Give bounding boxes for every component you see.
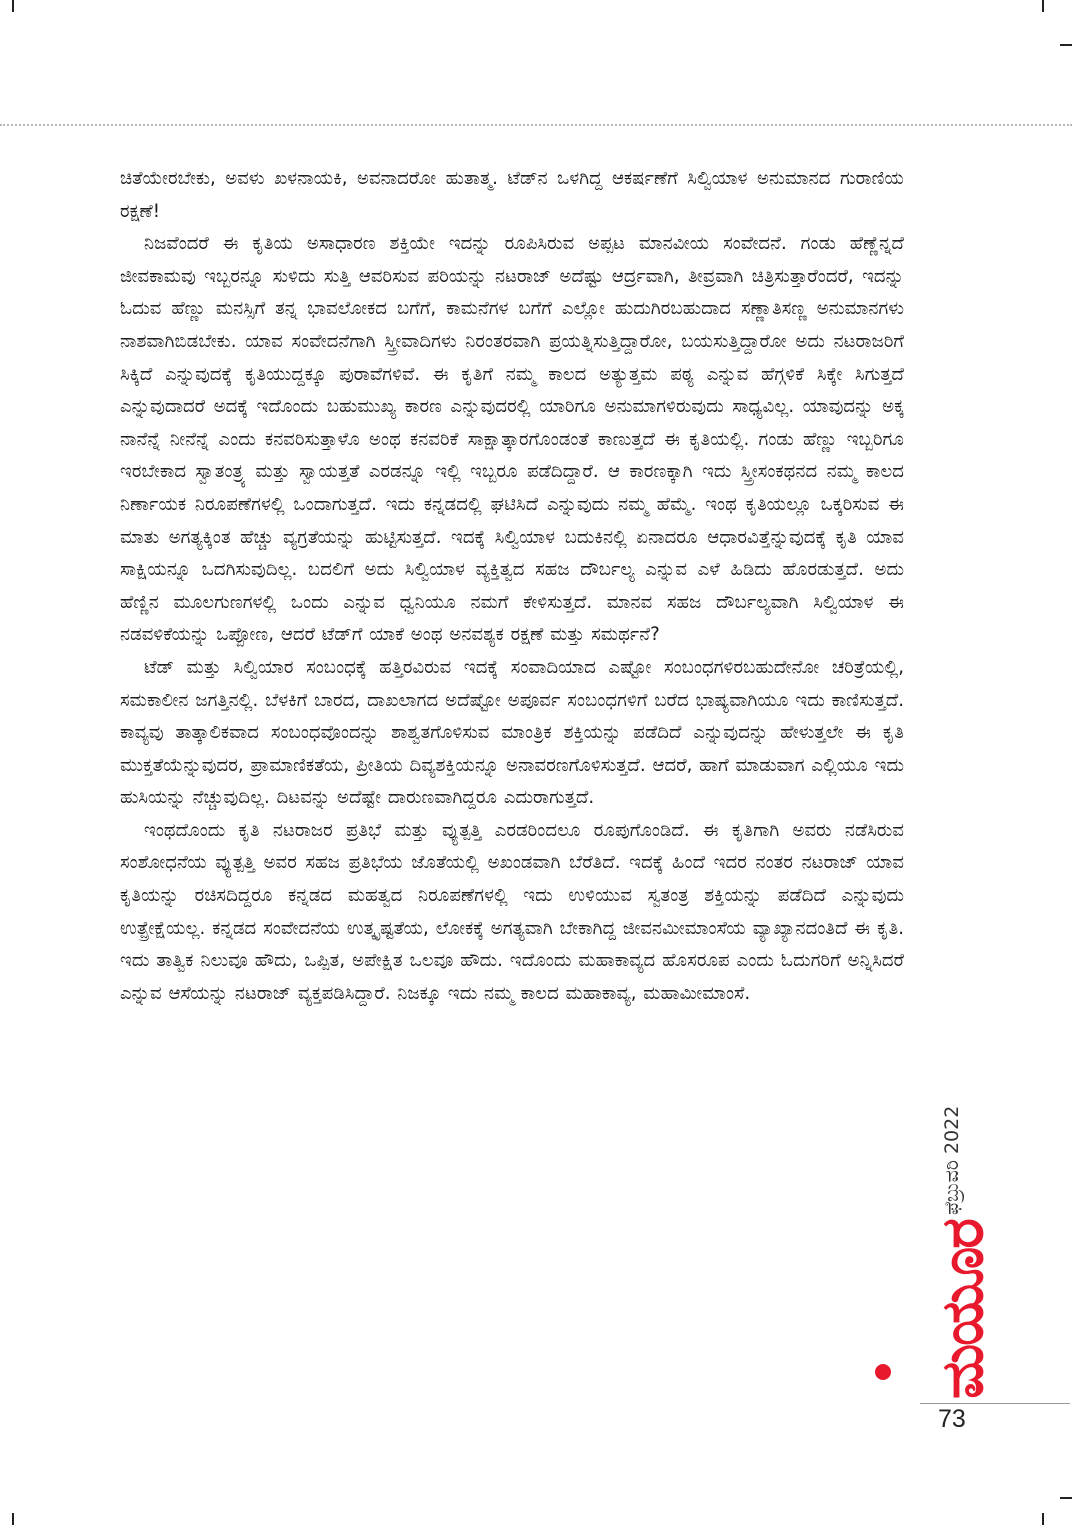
article-paragraph: ಟೆಡ್ ಮತ್ತು ಸಿಲ್ವಿಯಾರ ಸಂಬಂಧಕ್ಕೆ ಹತ್ತಿರವಿರುವ ಇದಕ್ಕೆ ಸಂವಾದಿಯಾದ ಎಷ್ಟೋ ಸಂಬಂಧಗಳಿರಬಹುದೇನೋ ಚರಿತ್ರೆಯಲ್ಲಿ, ಸಮಕಾಲೀನ ಜಗತ್ತಿನಲ್ಲಿ. ಬೆಳಕಿಗೆ ಬಾರದ, ದಾಖಲಾಗದ ಅದೆಷ್ಟೋ ಅಪೂರ್ವ ಸಂಬಂಧಗಳಿಗೆ ಬರೆದ ಭಾಷ್ಯವಾಗಿಯೂ ಇದು ಕಾಣಿಸುತ್ತದೆ. ಕಾವ್ಯವು ತಾತ್ಕಾಲಿಕವಾದ ಸಂಬಂಧವೊಂದನ್ನು ಶಾಶ್ವತಗೊಳಿಸುವ ಮಾಂತ್ರಿಕ ಶಕ್ತಿಯನ್ನು ಪಡೆದಿದೆ ಎನ್ನುವುದನ್ನು ಹೇಳುತ್ತಲೇ ಈ ಕೃತಿ ಮುಕ್ತತೆಯೆನ್ನುವುದರ, ಪ್ರಾಮಾಣಿಕತೆಯ, ಪ್ರೀತಿಯ ದಿವ್ಯಶಕ್ತಿಯನ್ನೂ ಅನಾವರಣಗೊಳಿಸುತ್ತದೆ. ಆದರೆ, ಹಾಗೆ ಮಾಡುವಾಗ ಎಲ್ಲಿಯೂ ಇದು ಹುಸಿಯನ್ನು ನೆಚ್ಚುವುದಿಲ್ಲ. ದಿಟವನ್ನು ಅದೆಷ್ಟೇ ದಾರುಣವಾಗಿದ್ದರೂ ಎದುರಾಗುತ್ತದೆ. bbox=[120, 656, 904, 809]
page-number: 73 bbox=[938, 1405, 966, 1433]
article-paragraph: ನಿಜವೆಂದರೆ ಈ ಕೃತಿಯ ಅಸಾಧಾರಣ ಶಕ್ತಿಯೇ ಇದನ್ನು ರೂಪಿಸಿರುವ ಅಪ್ಪಟ ಮಾನವೀಯ ಸಂವೇದನೆ. ಗಂಡು ಹೆಣ್ಣೆನ್ನದೆ ಜೀವಕಾಮವು ಇಬ್ಬರನ್ನೂ ಸುಳಿದು ಸುತ್ತಿ ಆವರಿಸುವ ಪರಿಯನ್ನು ನಟರಾಜ್ ಅದೆಷ್ಟು ಆರ್ದ್ರವಾಗಿ, ತೀವ್ರವಾಗಿ ಚಿತ್ರಿಸುತ್ತಾರೆಂದರೆ, ಇದನ್ನು ಓದುವ ಹೆಣ್ಣು ಮನಸ್ಸಿಗೆ ತನ್ನ ಭಾವಲೋಕದ ಬಗೆಗೆ, ಕಾಮನೆಗಳ ಬಗೆಗೆ ಎಲ್ಲೋ ಹುದುಗಿರಬಹುದಾದ ಸಣ್ಣಾತಿಸಣ್ಣ ಅನುಮಾನಗಳು ನಾಶವಾಗಿಬಿಡಬೇಕು. ಯಾವ ಸಂವೇದನೆಗಾಗಿ ಸ್ತ್ರೀವಾದಿಗಳು ನಿರಂತರವಾಗಿ ಪ್ರಯತ್ನಿಸುತ್ತಿದ್ದಾರೋ, ಬಯಸುತ್ತಿದ್ದಾರೋ ಅದು ನಟರಾಜರಿಗೆ ಸಿಕ್ಕಿದೆ ಎನ್ನುವುದಕ್ಕೆ ಕೃತಿಯುದ್ದಕ್ಕೂ ಪುರಾವೆಗಳಿವೆ. ಈ ಕೃತಿಗೆ ನಮ್ಮ ಕಾಲದ ಅತ್ಯುತ್ತಮ ಪಠ್ಯ ಎನ್ನುವ ಹೆಗ್ಗಳಿಕೆ ಸಿಕ್ಕೇ ಸಿಗುತ್ತದೆ ಎನ್ನುವುದಾದರೆ ಅದಕ್ಕೆ ಇದೊಂದು ಬಹುಮುಖ್ಯ ಕಾರಣ ಎನ್ನುವುದರಲ್ಲಿ ಯಾರಿಗೂ ಅನುಮಾಗಳಿರುವುದು ಸಾಧ್ಯವಿಲ್ಲ. ಯಾವುದನ್ನು ಅಕ್ಕ ನಾನೆನ್ನೆ ನೀನೆನ್ನೆ ಎಂದು ಕನವರಿಸುತ್ತಾಳೊ ಅಂಥ ಕನವರಿಕೆ ಸಾಕ್ಷಾತ್ಕಾರಗೊಂಡಂತೆ ಕಾಣುತ್ತದೆ ಈ ಕೃತಿಯಲ್ಲಿ. ಗಂಡು ಹೆಣ್ಣು ಇಬ್ಬರಿಗೂ ಇರಬೇಕಾದ ಸ್ವಾತಂತ್ರ್ಯ ಮತ್ತು ಸ್ವಾಯತ್ತತೆ ಎರಡನ್ನೂ ಇಲ್ಲಿ ಇಬ್ಬರೂ ಪಡೆದಿದ್ದಾರೆ. ಆ ಕಾರಣಕ್ಕಾಗಿ ಇದು ಸ್ತ್ರೀಸಂಕಥನದ ನಮ್ಮ ಕಾಲದ ನಿರ್ಣಾಯಕ ನಿರೂಪಣೆಗಳಲ್ಲಿ ಒಂದಾಗುತ್ತದೆ. ಇದು ಕನ್ನಡದಲ್ಲಿ ಘಟಿಸಿದೆ ಎನ್ನುವುದು ನಮ್ಮ ಹೆಮ್ಮೆ. ಇಂಥ ಕೃತಿಯಲ್ಲೂ ಒಕ್ಕರಿಸುವ ಈ ಮಾತು ಅಗತ್ಯಕ್ಕಿಂತ ಹೆಚ್ಚು ವ್ಯಗ್ರತೆಯನ್ನು ಹುಟ್ಟಿಸುತ್ತದೆ. ಇದಕ್ಕೆ ಸಿಲ್ವಿಯಾಳ ಬದುಕಿನಲ್ಲಿ ಏನಾದರೂ ಆಧಾರವಿತ್ತೆನ್ನುವುದಕ್ಕೆ ಕೃತಿ ಯಾವ ಸಾಕ್ಷಿಯನ್ನೂ ಒದಗಿಸುವುದಿಲ್ಲ. ಬದಲಿಗೆ ಅದು ಸಿಲ್ವಿಯಾಳ ವ್ಯಕ್ತಿತ್ವದ ಸಹಜ ದೌರ್ಬಲ್ಯ ಎನ್ನುವ ಎಳೆ ಹಿಡಿದು ಹೊರಡುತ್ತದೆ. ಅದು ಹೆಣ್ಣಿನ ಮೂಲಗುಣಗಳಲ್ಲಿ ಒಂದು ಎನ್ನುವ ಧ್ವನಿಯೂ ನಮಗೆ ಕೇಳಿಸುತ್ತದೆ. ಮಾನವ ಸಹಜ ದೌರ್ಬಲ್ಯವಾಗಿ ಸಿಲ್ವಿಯಾಳ ಈ ನಡವಳಿಕೆಯನ್ನು ಒಪ್ಪೋಣ, ಆದರೆ ಟೆಡ್‌ಗೆ ಯಾಕೆ ಅಂಥ ಅನವಶ್ಯಕ ರಕ್ಷಣೆ ಮತ್ತು ಸಮರ್ಥನೆ? bbox=[120, 233, 904, 646]
article-end-dot-icon bbox=[875, 1364, 891, 1380]
article-paragraph: ಇಂಥದೊಂದು ಕೃತಿ ನಟರಾಜರ ಪ್ರತಿಭೆ ಮತ್ತು ವ್ಯುತ್ಪತ್ತಿ ಎರಡರಿಂದಲೂ ರೂಪುಗೊಂಡಿದೆ. ಈ ಕೃತಿಗಾಗಿ ಅವರು ನಡೆಸಿರುವ ಸಂಶೋಧನೆಯ ವ್ಯುತ್ಪತ್ತಿ ಅವರ ಸಹಜ ಪ್ರತಿಭೆಯ ಜೊತೆಯಲ್ಲಿ ಅಖಂಡವಾಗಿ ಬೆರೆತಿದೆ. ಇದಕ್ಕೆ ಹಿಂದೆ ಇದರ ನಂತರ ನಟರಾಜ್ ಯಾವ ಕೃತಿಯನ್ನು ರಚಿಸದಿದ್ದರೂ ಕನ್ನಡದ ಮಹತ್ವದ ನಿರೂಪಣೆಗಳಲ್ಲಿ ಇದು ಉಳಿಯುವ ಸ್ವತಂತ್ರ ಶಕ್ತಿಯನ್ನು ಪಡೆದಿದೆ ಎನ್ನುವುದು ಉತ್ಪ್ರೇಕ್ಷೆಯಲ್ಲ. ಕನ್ನಡದ ಸಂವೇದನೆಯ ಉತ್ಕೃಷ್ಟತೆಯ, ಲೋಕಕ್ಕೆ ಅಗತ್ಯವಾಗಿ ಬೇಕಾಗಿದ್ದ ಜೀವನಮೀಮಾಂಸೆಯ ವ್ಯಾಖ್ಯಾನದಂತಿದೆ ಈ ಕೃತಿ. ಇದು ತಾತ್ವಿಕ ನಿಲುವೂ ಹೌದು, ಒಪ್ಪಿತ, ಅಪೇಕ್ಷಿತ ಒಲವೂ ಹೌದು. ಇದೊಂದು ಮಹಾಕಾವ್ಯದ ಹೊಸರೂಪ ಎಂದು ಓದುಗರಿಗೆ ಅನ್ನಿಸಿದರೆ ಎನ್ನುವ ಆಸೆಯನ್ನು ನಟರಾಜ್ ವ್ಯಕ್ತಪಡಿಸಿದ್ದಾರೆ. ನಿಜಕ್ಕೂ ಇದು ನಮ್ಮ ಕಾಲದ ಮಹಾಕಾವ್ಯ, ಮಹಾಮೀಮಾಂಸೆ. bbox=[120, 819, 904, 1004]
crop-mark-top-right bbox=[1042, 0, 1044, 12]
footer-rule bbox=[920, 1403, 1070, 1404]
article-paragraph: ಚಿತೆಯೇರಬೇಕು, ಅವಳು ಖಳನಾಯಕಿ, ಅವನಾದರೋ ಹುತಾತ್ಮ. ಟೆಡ್‌ನ ಒಳಗಿದ್ದ ಆಕರ್ಷಣೆಗೆ ಸಿಲ್ವಿಯಾಳ ಅನುಮಾನದ ಗುರಾಣಿಯ ರಕ್ಷಣೆ! bbox=[120, 168, 904, 222]
header-dotted-rule bbox=[0, 124, 1072, 126]
crop-mark-right-bottom bbox=[1060, 1497, 1072, 1499]
crop-mark-right-top bbox=[1060, 44, 1072, 46]
magazine-logo: ಮಯೂರ bbox=[928, 1220, 996, 1400]
issue-date: ಫೆಬ್ರುವರಿ 2022 bbox=[941, 1105, 963, 1215]
article-body bbox=[120, 163, 904, 1010]
crop-mark-top-left bbox=[12, 0, 14, 12]
crop-mark-bottom-right bbox=[1042, 1513, 1044, 1525]
crop-mark-bottom-left bbox=[12, 1513, 14, 1525]
